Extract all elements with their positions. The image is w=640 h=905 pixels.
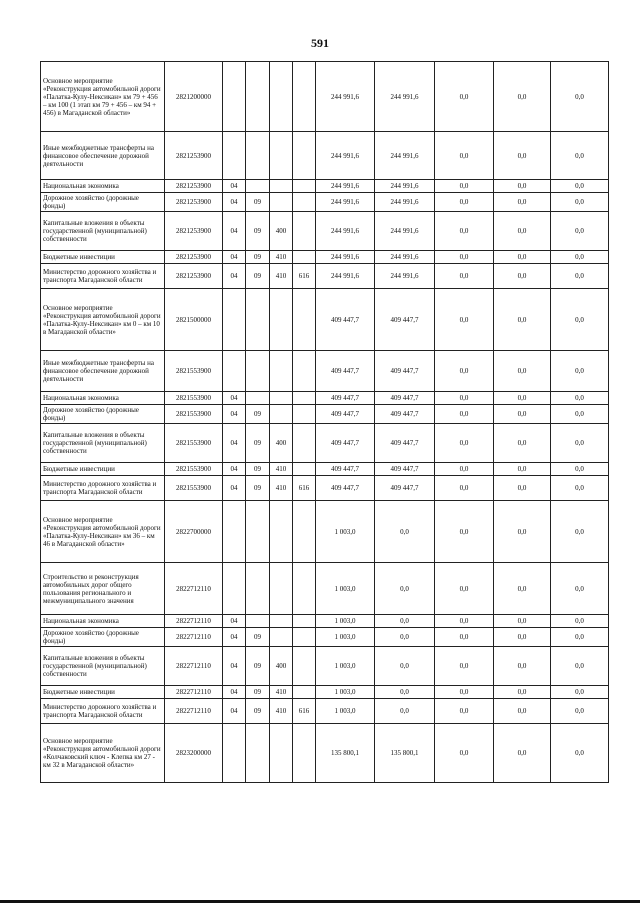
expense-type-cell: 410 xyxy=(270,264,293,289)
subsection-cell: 09 xyxy=(246,251,270,264)
table-row xyxy=(41,699,609,724)
administrator-cell xyxy=(293,424,316,463)
amount-4-cell: 0,0 xyxy=(494,476,551,501)
amount-2-cell: 0,0 xyxy=(375,628,435,647)
administrator-cell xyxy=(293,686,316,699)
target-code-cell: 2823200000 xyxy=(165,724,223,783)
amount-5-cell: 0,0 xyxy=(551,424,609,463)
administrator-cell xyxy=(293,251,316,264)
subsection-cell xyxy=(246,289,270,351)
amount-1-cell: 1 003,0 xyxy=(316,699,375,724)
amount-5-cell: 0,0 xyxy=(551,724,609,783)
amount-3-cell: 0,0 xyxy=(435,647,494,686)
section-cell: 04 xyxy=(223,424,246,463)
amount-1-cell: 135 800,1 xyxy=(316,724,375,783)
row-name-cell: Дорожное хозяйство (дорожные фонды) xyxy=(41,193,165,212)
amount-3-cell: 0,0 xyxy=(435,699,494,724)
administrator-cell xyxy=(293,647,316,686)
target-code-cell: 2822712110 xyxy=(165,647,223,686)
administrator-cell: 616 xyxy=(293,476,316,501)
amount-1-cell: 1 003,0 xyxy=(316,563,375,615)
amount-4-cell: 0,0 xyxy=(494,62,551,132)
amount-3-cell: 0,0 xyxy=(435,289,494,351)
amount-2-cell: 409 447,7 xyxy=(375,405,435,424)
amount-1-cell: 244 991,6 xyxy=(316,264,375,289)
target-code-cell: 2821253900 xyxy=(165,132,223,180)
amount-5-cell: 0,0 xyxy=(551,463,609,476)
amount-4-cell: 0,0 xyxy=(494,351,551,392)
amount-4-cell: 0,0 xyxy=(494,463,551,476)
amount-5-cell: 0,0 xyxy=(551,699,609,724)
subsection-cell: 09 xyxy=(246,476,270,501)
expense-type-cell xyxy=(270,501,293,563)
section-cell: 04 xyxy=(223,193,246,212)
row-name-cell: Министерство дорожного хозяйства и транспорта Магаданской области xyxy=(41,264,165,289)
amount-4-cell: 0,0 xyxy=(494,289,551,351)
administrator-cell xyxy=(293,392,316,405)
amount-5-cell: 0,0 xyxy=(551,264,609,289)
amount-5-cell: 0,0 xyxy=(551,212,609,251)
row-name-cell: Основное мероприятие «Реконструкция автомобильной дороги «Палатка-Кулу-Нексикан» км 36 – км 46 в Магаданской области» xyxy=(41,501,165,563)
expense-type-cell xyxy=(270,289,293,351)
table-row xyxy=(41,251,609,264)
row-name-cell: Министерство дорожного хозяйства и транспорта Магаданской области xyxy=(41,476,165,501)
amount-1-cell: 409 447,7 xyxy=(316,424,375,463)
table-row xyxy=(41,405,609,424)
table-row xyxy=(41,724,609,783)
amount-2-cell: 244 991,6 xyxy=(375,264,435,289)
amount-2-cell: 409 447,7 xyxy=(375,424,435,463)
amount-1-cell: 1 003,0 xyxy=(316,501,375,563)
amount-2-cell: 244 991,6 xyxy=(375,193,435,212)
amount-5-cell: 0,0 xyxy=(551,180,609,193)
target-code-cell: 2821553900 xyxy=(165,405,223,424)
administrator-cell xyxy=(293,615,316,628)
row-name-cell: Иные межбюджетные трансферты на финансовое обеспечение дорожной деятельности xyxy=(41,132,165,180)
table-row xyxy=(41,193,609,212)
section-cell: 04 xyxy=(223,264,246,289)
section-cell: 04 xyxy=(223,251,246,264)
subsection-cell xyxy=(246,563,270,615)
subsection-cell xyxy=(246,501,270,563)
amount-4-cell: 0,0 xyxy=(494,563,551,615)
section-cell xyxy=(223,724,246,783)
amount-5-cell: 0,0 xyxy=(551,501,609,563)
section-cell: 04 xyxy=(223,647,246,686)
administrator-cell xyxy=(293,628,316,647)
target-code-cell: 2821253900 xyxy=(165,251,223,264)
administrator-cell xyxy=(293,62,316,132)
row-name-cell: Министерство дорожного хозяйства и транспорта Магаданской области xyxy=(41,699,165,724)
table-row xyxy=(41,563,609,615)
subsection-cell: 09 xyxy=(246,193,270,212)
expense-type-cell: 400 xyxy=(270,424,293,463)
table-row xyxy=(41,180,609,193)
table-row xyxy=(41,501,609,563)
section-cell: 04 xyxy=(223,699,246,724)
expense-type-cell xyxy=(270,405,293,424)
amount-2-cell: 244 991,6 xyxy=(375,251,435,264)
amount-3-cell: 0,0 xyxy=(435,463,494,476)
expense-type-cell xyxy=(270,193,293,212)
amount-5-cell: 0,0 xyxy=(551,563,609,615)
amount-5-cell: 0,0 xyxy=(551,647,609,686)
expense-type-cell xyxy=(270,132,293,180)
amount-2-cell: 244 991,6 xyxy=(375,212,435,251)
target-code-cell: 2822712110 xyxy=(165,628,223,647)
section-cell: 04 xyxy=(223,392,246,405)
amount-3-cell: 0,0 xyxy=(435,132,494,180)
subsection-cell: 09 xyxy=(246,463,270,476)
amount-1-cell: 409 447,7 xyxy=(316,476,375,501)
subsection-cell xyxy=(246,724,270,783)
amount-4-cell: 0,0 xyxy=(494,424,551,463)
amount-4-cell: 0,0 xyxy=(494,212,551,251)
subsection-cell xyxy=(246,132,270,180)
amount-5-cell: 0,0 xyxy=(551,615,609,628)
row-name-cell: Бюджетные инвестиции xyxy=(41,251,165,264)
section-cell: 04 xyxy=(223,628,246,647)
amount-5-cell: 0,0 xyxy=(551,351,609,392)
table-row xyxy=(41,132,609,180)
table-row xyxy=(41,264,609,289)
amount-2-cell: 0,0 xyxy=(375,615,435,628)
expense-type-cell: 410 xyxy=(270,476,293,501)
amount-4-cell: 0,0 xyxy=(494,647,551,686)
amount-1-cell: 244 991,6 xyxy=(316,132,375,180)
administrator-cell xyxy=(293,501,316,563)
administrator-cell xyxy=(293,405,316,424)
section-cell xyxy=(223,132,246,180)
table-row xyxy=(41,424,609,463)
target-code-cell: 2821553900 xyxy=(165,351,223,392)
amount-1-cell: 409 447,7 xyxy=(316,405,375,424)
subsection-cell xyxy=(246,392,270,405)
amount-5-cell: 0,0 xyxy=(551,251,609,264)
amount-4-cell: 0,0 xyxy=(494,686,551,699)
table-row xyxy=(41,628,609,647)
expense-type-cell xyxy=(270,615,293,628)
target-code-cell: 2821553900 xyxy=(165,476,223,501)
amount-5-cell: 0,0 xyxy=(551,476,609,501)
amount-1-cell: 409 447,7 xyxy=(316,351,375,392)
administrator-cell xyxy=(293,563,316,615)
table-row xyxy=(41,351,609,392)
page-number: 591 xyxy=(311,36,329,50)
amount-2-cell: 409 447,7 xyxy=(375,289,435,351)
amount-1-cell: 244 991,6 xyxy=(316,212,375,251)
administrator-cell xyxy=(293,289,316,351)
amount-4-cell: 0,0 xyxy=(494,264,551,289)
amount-1-cell: 244 991,6 xyxy=(316,251,375,264)
amount-3-cell: 0,0 xyxy=(435,62,494,132)
subsection-cell: 09 xyxy=(246,212,270,251)
amount-2-cell: 244 991,6 xyxy=(375,132,435,180)
table-row xyxy=(41,615,609,628)
target-code-cell: 2822700000 xyxy=(165,501,223,563)
section-cell: 04 xyxy=(223,686,246,699)
subsection-cell: 09 xyxy=(246,264,270,289)
amount-4-cell: 0,0 xyxy=(494,251,551,264)
amount-1-cell: 1 003,0 xyxy=(316,628,375,647)
row-name-cell: Бюджетные инвестиции xyxy=(41,686,165,699)
amount-1-cell: 409 447,7 xyxy=(316,289,375,351)
amount-3-cell: 0,0 xyxy=(435,264,494,289)
table-row xyxy=(41,463,609,476)
row-name-cell: Капитальные вложения в объекты государственной (муниципальной) собственности xyxy=(41,424,165,463)
row-name-cell: Бюджетные инвестиции xyxy=(41,463,165,476)
bottom-rule xyxy=(0,900,640,903)
amount-5-cell: 0,0 xyxy=(551,686,609,699)
amount-5-cell: 0,0 xyxy=(551,62,609,132)
target-code-cell: 2822712110 xyxy=(165,615,223,628)
subsection-cell: 09 xyxy=(246,686,270,699)
administrator-cell: 616 xyxy=(293,264,316,289)
amount-3-cell: 0,0 xyxy=(435,628,494,647)
administrator-cell xyxy=(293,351,316,392)
expense-type-cell: 410 xyxy=(270,251,293,264)
amount-3-cell: 0,0 xyxy=(435,405,494,424)
amount-3-cell: 0,0 xyxy=(435,424,494,463)
section-cell xyxy=(223,563,246,615)
subsection-cell xyxy=(246,615,270,628)
target-code-cell: 2821500000 xyxy=(165,289,223,351)
amount-2-cell: 0,0 xyxy=(375,563,435,615)
amount-4-cell: 0,0 xyxy=(494,699,551,724)
expense-type-cell xyxy=(270,180,293,193)
row-name-cell: Основное мероприятие «Реконструкция автомобильной дороги «Палатка-Кулу-Нексикан» км 79 + 456 – км 100 (1 этап км 79 + 456 – км 94 + 456) в Магаданской области» xyxy=(41,62,165,132)
amount-5-cell: 0,0 xyxy=(551,392,609,405)
amount-1-cell: 1 003,0 xyxy=(316,686,375,699)
amount-2-cell: 409 447,7 xyxy=(375,463,435,476)
section-cell xyxy=(223,289,246,351)
amount-4-cell: 0,0 xyxy=(494,193,551,212)
table-row xyxy=(41,686,609,699)
section-cell xyxy=(223,351,246,392)
expense-type-cell: 400 xyxy=(270,212,293,251)
section-cell xyxy=(223,501,246,563)
row-name-cell: Дорожное хозяйство (дорожные фонды) xyxy=(41,628,165,647)
expense-type-cell xyxy=(270,392,293,405)
amount-3-cell: 0,0 xyxy=(435,212,494,251)
amount-2-cell: 0,0 xyxy=(375,501,435,563)
row-name-cell: Основное мероприятие «Реконструкция автомобильной дороги «Палатка-Кулу-Нексикан» км 0 – км 10 в Магаданской области» xyxy=(41,289,165,351)
amount-3-cell: 0,0 xyxy=(435,476,494,501)
target-code-cell: 2821553900 xyxy=(165,424,223,463)
target-code-cell: 2822712110 xyxy=(165,563,223,615)
target-code-cell: 2821253900 xyxy=(165,264,223,289)
section-cell xyxy=(223,62,246,132)
target-code-cell: 2821200000 xyxy=(165,62,223,132)
amount-1-cell: 1 003,0 xyxy=(316,647,375,686)
table-row xyxy=(41,647,609,686)
amount-5-cell: 0,0 xyxy=(551,628,609,647)
amount-3-cell: 0,0 xyxy=(435,501,494,563)
table-row xyxy=(41,62,609,132)
expense-type-cell xyxy=(270,351,293,392)
target-code-cell: 2821253900 xyxy=(165,193,223,212)
amount-2-cell: 409 447,7 xyxy=(375,351,435,392)
target-code-cell: 2821253900 xyxy=(165,212,223,251)
amount-3-cell: 0,0 xyxy=(435,392,494,405)
expense-type-cell xyxy=(270,62,293,132)
section-cell: 04 xyxy=(223,476,246,501)
amount-2-cell: 409 447,7 xyxy=(375,392,435,405)
amount-1-cell: 409 447,7 xyxy=(316,392,375,405)
amount-4-cell: 0,0 xyxy=(494,724,551,783)
expense-type-cell: 400 xyxy=(270,647,293,686)
section-cell: 04 xyxy=(223,405,246,424)
subsection-cell: 09 xyxy=(246,699,270,724)
amount-3-cell: 0,0 xyxy=(435,351,494,392)
subsection-cell xyxy=(246,180,270,193)
amount-3-cell: 0,0 xyxy=(435,563,494,615)
administrator-cell xyxy=(293,212,316,251)
expense-type-cell: 410 xyxy=(270,699,293,724)
amount-2-cell: 0,0 xyxy=(375,647,435,686)
section-cell: 04 xyxy=(223,212,246,251)
amount-2-cell: 244 991,6 xyxy=(375,62,435,132)
amount-3-cell: 0,0 xyxy=(435,180,494,193)
row-name-cell: Строительство и реконструкция автомобильных дорог общего пользования регионального и межмуниципального значения xyxy=(41,563,165,615)
target-code-cell: 2821553900 xyxy=(165,392,223,405)
row-name-cell: Основное мероприятие «Реконструкция автомобильной дороги «Колчаковский ключ - Клепка км 27 - км 32 в Магаданской области» xyxy=(41,724,165,783)
subsection-cell xyxy=(246,351,270,392)
administrator-cell xyxy=(293,463,316,476)
amount-4-cell: 0,0 xyxy=(494,615,551,628)
row-name-cell: Иные межбюджетные трансферты на финансовое обеспечение дорожной деятельности xyxy=(41,351,165,392)
amount-1-cell: 244 991,6 xyxy=(316,193,375,212)
administrator-cell xyxy=(293,180,316,193)
row-name-cell: Дорожное хозяйство (дорожные фонды) xyxy=(41,405,165,424)
amount-5-cell: 0,0 xyxy=(551,289,609,351)
amount-2-cell: 244 991,6 xyxy=(375,180,435,193)
amount-3-cell: 0,0 xyxy=(435,686,494,699)
subsection-cell: 09 xyxy=(246,647,270,686)
section-cell: 04 xyxy=(223,463,246,476)
expense-type-cell xyxy=(270,563,293,615)
table-row xyxy=(41,289,609,351)
amount-4-cell: 0,0 xyxy=(494,405,551,424)
table-row xyxy=(41,212,609,251)
budget-table xyxy=(40,61,609,783)
expense-type-cell: 410 xyxy=(270,686,293,699)
row-name-cell: Национальная экономика xyxy=(41,392,165,405)
target-code-cell: 2821553900 xyxy=(165,463,223,476)
administrator-cell xyxy=(293,132,316,180)
amount-4-cell: 0,0 xyxy=(494,392,551,405)
subsection-cell: 09 xyxy=(246,424,270,463)
row-name-cell: Капитальные вложения в объекты государственной (муниципальной) собственности xyxy=(41,212,165,251)
amount-3-cell: 0,0 xyxy=(435,615,494,628)
row-name-cell: Капитальные вложения в объекты государственной (муниципальной) собственности xyxy=(41,647,165,686)
amount-4-cell: 0,0 xyxy=(494,180,551,193)
target-code-cell: 2821253900 xyxy=(165,180,223,193)
target-code-cell: 2822712110 xyxy=(165,699,223,724)
budget-table-body xyxy=(41,62,609,783)
table-row xyxy=(41,392,609,405)
row-name-cell: Национальная экономика xyxy=(41,615,165,628)
table-row xyxy=(41,476,609,501)
amount-4-cell: 0,0 xyxy=(494,628,551,647)
subsection-cell: 09 xyxy=(246,628,270,647)
amount-3-cell: 0,0 xyxy=(435,251,494,264)
section-cell: 04 xyxy=(223,615,246,628)
amount-2-cell: 0,0 xyxy=(375,699,435,724)
row-name-cell: Национальная экономика xyxy=(41,180,165,193)
amount-2-cell: 135 800,1 xyxy=(375,724,435,783)
amount-1-cell: 244 991,6 xyxy=(316,180,375,193)
subsection-cell xyxy=(246,62,270,132)
amount-5-cell: 0,0 xyxy=(551,405,609,424)
expense-type-cell xyxy=(270,628,293,647)
section-cell: 04 xyxy=(223,180,246,193)
amount-4-cell: 0,0 xyxy=(494,501,551,563)
amount-1-cell: 409 447,7 xyxy=(316,463,375,476)
amount-1-cell: 1 003,0 xyxy=(316,615,375,628)
amount-3-cell: 0,0 xyxy=(435,724,494,783)
administrator-cell xyxy=(293,193,316,212)
target-code-cell: 2822712110 xyxy=(165,686,223,699)
amount-4-cell: 0,0 xyxy=(494,132,551,180)
amount-1-cell: 244 991,6 xyxy=(316,62,375,132)
amount-2-cell: 409 447,7 xyxy=(375,476,435,501)
amount-5-cell: 0,0 xyxy=(551,132,609,180)
expense-type-cell xyxy=(270,724,293,783)
amount-5-cell: 0,0 xyxy=(551,193,609,212)
subsection-cell: 09 xyxy=(246,405,270,424)
administrator-cell xyxy=(293,724,316,783)
amount-2-cell: 0,0 xyxy=(375,686,435,699)
expense-type-cell: 410 xyxy=(270,463,293,476)
amount-3-cell: 0,0 xyxy=(435,193,494,212)
administrator-cell: 616 xyxy=(293,699,316,724)
